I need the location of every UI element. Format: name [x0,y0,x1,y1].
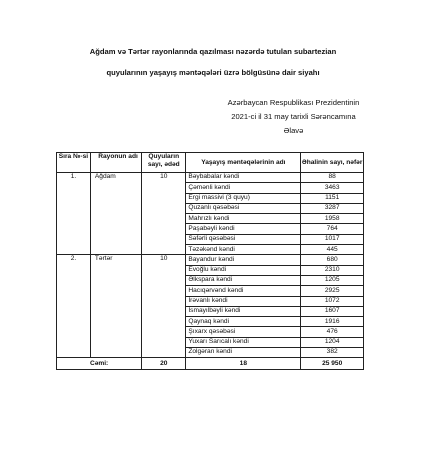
settlement-population: 764 [301,224,364,234]
settlement-population: 3287 [301,203,364,213]
decree-line2: 2021-ci il 31 may tarixli Sərəncamına [231,112,356,121]
header-population: Əhalinin sayı, nəfər [301,153,364,173]
table-header-row [57,153,364,173]
settlement-name: Yuxarı Sarıcalı kəndi [186,337,301,347]
settlement-population: 1151 [301,193,364,203]
settlement-name: Təzəkənd kəndi [186,245,301,255]
settlement-population: 382 [301,348,364,358]
settlement-population: 1017 [301,234,364,244]
settlement-name: Çəmənli kəndi [186,183,301,193]
table-row [57,173,364,183]
settlement-population: 1607 [301,306,364,316]
decree-reference [206,96,381,138]
settlement-population: 3463 [301,183,364,193]
total-settlements: 18 [186,358,301,370]
settlement-name: Zolgəran kəndi [186,348,301,358]
settlement-name: Hacıqərvənd kəndi [186,286,301,296]
group-number: 1. [57,173,91,255]
decree-line1: Azərbaycan Respublikası Prezidentinin [227,98,360,107]
settlement-population: 680 [301,255,364,265]
settlement-population: 476 [301,327,364,337]
settlement-name: Əlkspara kəndi [186,275,301,285]
settlement-name: Bayandur kəndi [186,255,301,265]
settlement-name: Quzanlı qəsəbəsi [186,203,301,213]
settlement-name: Şıxarx qəsəbəsi [186,327,301,337]
settlement-population: 88 [301,173,364,183]
settlement-population: 1204 [301,337,364,347]
settlement-name: Qaynaq kəndi [186,317,301,327]
document-title-line2: quyularının yaşayış məntəqələri üzrə bölgüsünə dair siyahı [106,68,320,77]
total-row [57,358,364,370]
settlement-name: Mahrızlı kəndi [186,214,301,224]
table-row [57,255,364,265]
settlement-population: 445 [301,245,364,255]
settlement-name: Səfərli qəsəbəsi [186,234,301,244]
settlement-population: 2310 [301,265,364,275]
settlement-name: Paşabəyli kəndi [186,224,301,234]
settlement-population: 1072 [301,296,364,306]
settlement-name: İsmayılbəyli kəndi [186,306,301,316]
settlement-name: İrəvanlı kəndi [186,296,301,306]
settlement-name: Evoğlu kəndi [186,265,301,275]
decree-line3: Əlavə [283,126,304,135]
settlement-name: Bəybabalar kəndi [186,173,301,183]
header-rayon: Rayonun adı [90,153,141,173]
total-wells: 20 [142,358,186,370]
document-title-line1: Ağdam və Tərtər rayonlarında qazılması nəzərdə tutulan subartezian [89,47,337,56]
header-wells: Quyuların sayı, ədəd [142,153,186,173]
group-rayon: Ağdam [90,173,141,255]
total-population: 25 950 [301,358,364,370]
settlement-population: 1205 [301,275,364,285]
header-settlement: Yaşayış məntəqələrinin adı [186,153,301,173]
group-wells: 10 [142,173,186,255]
group-number: 2. [57,255,91,358]
settlement-name: Ergi massivi (3 quyu) [186,193,301,203]
table-body [57,173,364,358]
group-wells: 10 [142,255,186,358]
settlement-population: 2925 [301,286,364,296]
total-label: Cəmi: [57,358,142,370]
group-rayon: Tərtər [90,255,141,358]
wells-table [56,152,364,370]
header-number: Sıra №-si [57,153,91,173]
settlement-population: 1958 [301,214,364,224]
settlement-population: 1916 [301,317,364,327]
